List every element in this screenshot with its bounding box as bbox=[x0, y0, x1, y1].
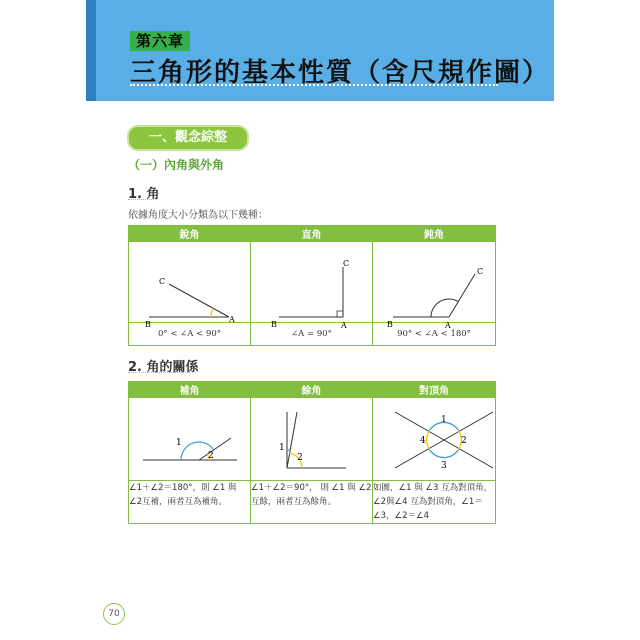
header-complementary: 餘角 bbox=[251, 382, 373, 398]
header-obtuse: 鈍角 bbox=[373, 226, 496, 242]
supplementary-note: ∠1＋∠2＝180°，則 ∠1 與 ∠2互補，兩者互為補角。 bbox=[129, 481, 251, 524]
angle-arc bbox=[211, 308, 213, 317]
right-angle-figure-cell bbox=[251, 242, 373, 330]
supplementary-figure-cell bbox=[129, 398, 251, 481]
header-right: 直角 bbox=[251, 226, 373, 242]
header-supplementary: 補角 bbox=[129, 382, 251, 398]
chapter-badge: 第六章 bbox=[130, 31, 190, 51]
page-number: 70 bbox=[103, 603, 125, 625]
header-vertical: 對頂角 bbox=[373, 382, 496, 398]
label-3: 3 bbox=[441, 461, 447, 471]
label-a: A bbox=[229, 315, 235, 324]
ray-ac bbox=[449, 274, 475, 317]
label-c: C bbox=[477, 267, 484, 276]
label-1: 1 bbox=[279, 443, 285, 453]
supplementary-figure bbox=[129, 398, 250, 480]
item-angle-underline bbox=[128, 199, 154, 200]
slant-ray bbox=[199, 438, 231, 460]
item-angle-title: 1. 角 bbox=[128, 187, 160, 202]
vertical-note: 如圖，∠1 與 ∠3 互為對頂角，∠2與∠4 互為對頂角，∠1＝∠3，∠2＝∠4 bbox=[373, 481, 496, 524]
label-2: 2 bbox=[297, 453, 303, 463]
header-edge-shade bbox=[86, 0, 96, 101]
label-1: 1 bbox=[441, 415, 447, 425]
item-relations-title: 2. 角的關係 bbox=[128, 360, 199, 375]
middle-ray bbox=[287, 412, 297, 468]
obtuse-angle-figure bbox=[373, 242, 495, 330]
label-a: A bbox=[445, 321, 451, 330]
label-c: C bbox=[159, 277, 166, 286]
label-2: 2 bbox=[461, 436, 467, 446]
complementary-figure bbox=[251, 398, 372, 480]
label-4: 4 bbox=[420, 436, 426, 446]
angle-relations-table bbox=[128, 381, 496, 524]
header-acute: 銳角 bbox=[129, 226, 251, 242]
label-a: A bbox=[341, 321, 347, 330]
item-relations-underline bbox=[128, 372, 190, 373]
subsection-heading: （一）內角與外角 bbox=[128, 158, 225, 172]
complementary-figure-cell bbox=[251, 398, 373, 481]
complementary-note: ∠1＋∠2＝90°， 則 ∠1 與 ∠2互餘，兩者互為餘角。 bbox=[251, 481, 373, 524]
angle-4-arc bbox=[427, 430, 430, 449]
label-b: B bbox=[387, 320, 393, 329]
right-angle-mark bbox=[337, 311, 343, 317]
label-c: C bbox=[343, 259, 350, 268]
angle-types-table bbox=[128, 225, 496, 346]
vertical-figure-cell bbox=[373, 398, 496, 481]
angle-3-arc bbox=[430, 450, 459, 458]
ray-ac bbox=[169, 284, 229, 317]
acute-formula: 0° < ∠A < 90° bbox=[129, 323, 251, 346]
acute-angle-figure bbox=[129, 242, 250, 329]
chapter-title: 三角形的基本性質（含尺規作圖） bbox=[130, 58, 551, 88]
label-1: 1 bbox=[176, 438, 182, 448]
right-angle-figure bbox=[251, 242, 372, 330]
acute-angle-figure-cell bbox=[129, 242, 251, 329]
obtuse-formula: 90° < ∠A < 180° bbox=[373, 323, 496, 346]
label-b: B bbox=[271, 320, 277, 329]
angle-classification-desc: 依據角度大小分類為以下幾種： bbox=[128, 210, 268, 221]
obtuse-angle-figure-cell bbox=[373, 242, 496, 330]
vertical-angles-figure bbox=[373, 398, 495, 480]
header-dotted-rule bbox=[130, 84, 498, 86]
label-2: 2 bbox=[208, 451, 214, 461]
section-heading: 一、觀念綜整 bbox=[127, 125, 249, 151]
right-formula: ∠A = 90° bbox=[251, 323, 373, 346]
label-b: B bbox=[145, 320, 151, 329]
